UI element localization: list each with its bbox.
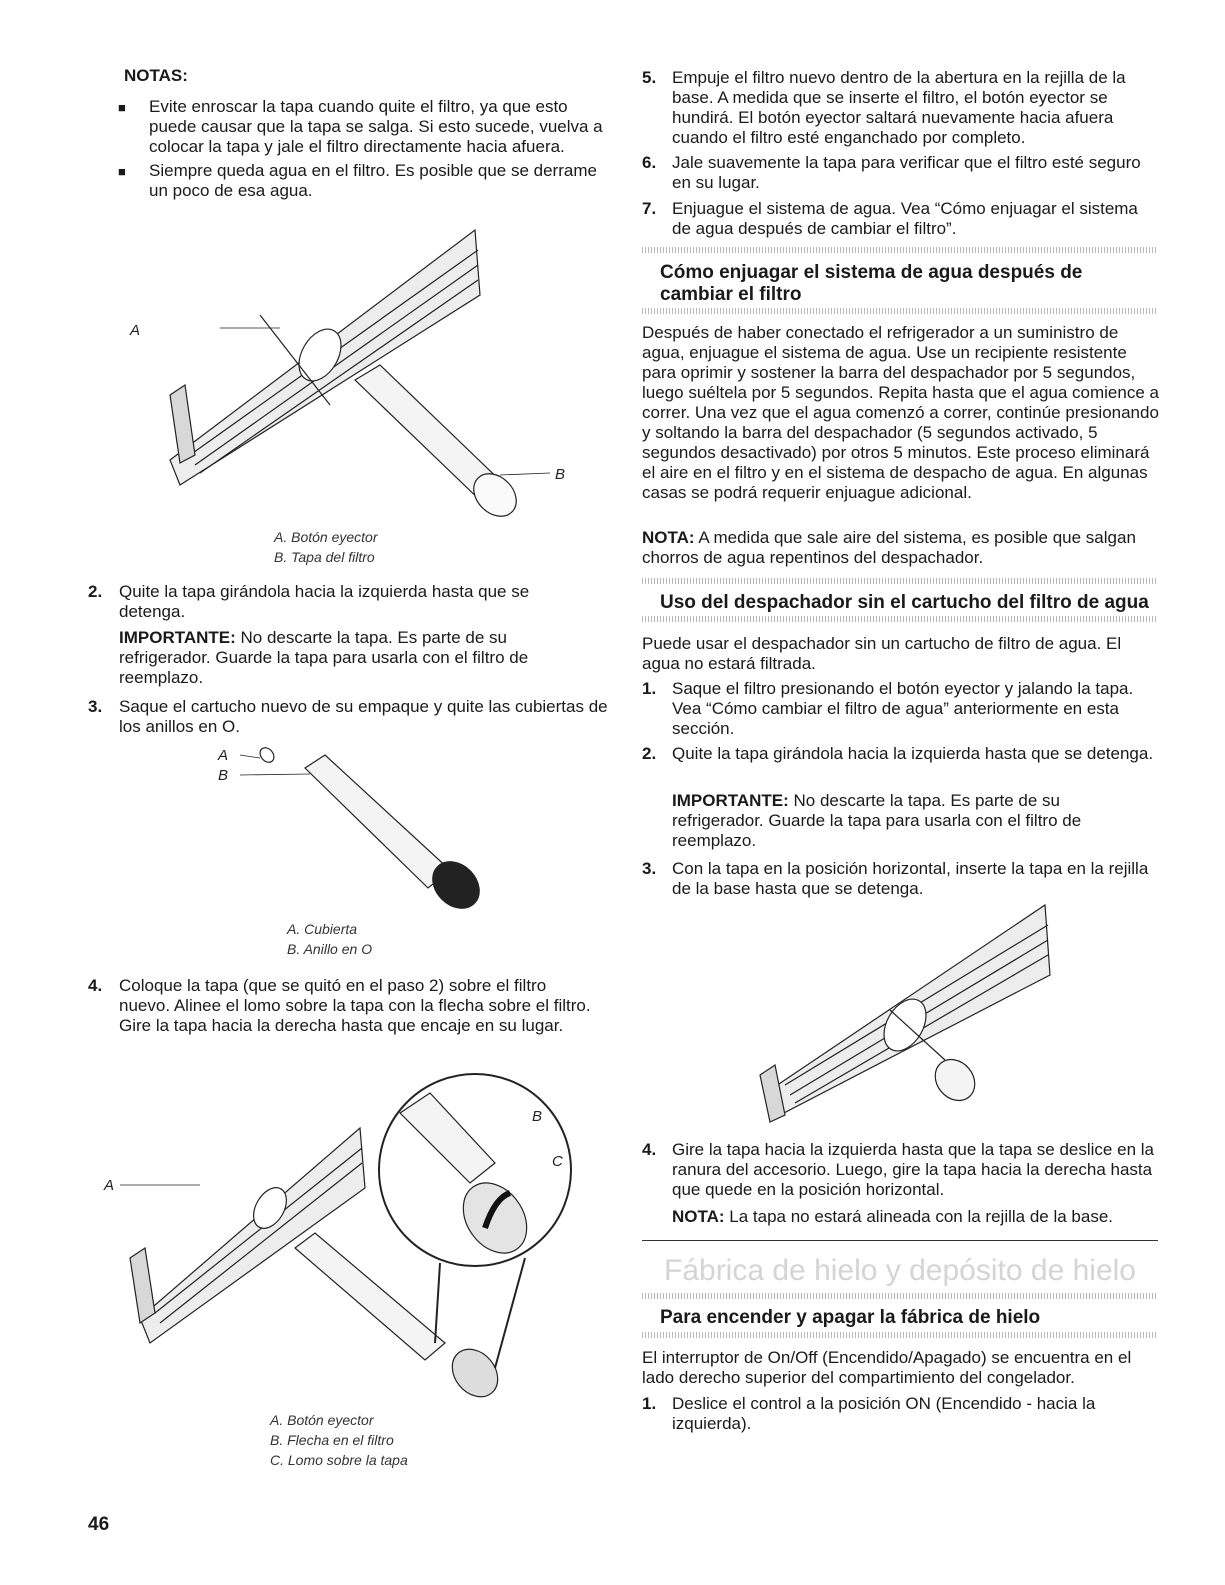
- bullet-icon: ■: [118, 100, 126, 115]
- step-text: Saque el filtro presionando el botón eyector y jalando la tapa. Vea “Cómo cambiar el filtro de agua” anteriormente en esta sección.: [672, 679, 1134, 738]
- filter-removal-illustration: [120, 215, 590, 525]
- note: NOTA: La tapa no estará alineada con la rejilla de la base.: [672, 1207, 1113, 1226]
- notes-title: NOTAS:: [124, 66, 188, 85]
- heading-rule: [642, 308, 1158, 314]
- page-number: 46: [88, 1514, 110, 1535]
- caption: C. Lomo sobre la tapa: [270, 1452, 408, 1468]
- paragraph: Después de haber conectado el refrigerador a un suministro de agua, enjuague el sistema de agua. Use un recipiente resistente para oprimir y sostener la barra del despachador por 5 segundos, luego suéltela por 5 segundos. Repita hasta que el agua comience a correr. Una vez que el agua comenzó a correr, continúe presionando y soltando la barra del despachador (5 segundos activado, 5 segundos desactivado) por otros 5 minutos. Este proceso eliminará el aire en el filtro y en el sistema de despacho de agua. En algunas casas se podrá requerir enjuague adicional.: [642, 323, 1159, 502]
- heading-rule: [642, 1332, 1158, 1338]
- callout-a: A: [104, 1177, 115, 1194]
- step-text: Coloque la tapa (que se quitó en el paso 2) sobre el filtro nuevo. Alinee el lomo sobre la tapa con la flecha sobre el filtro. Gire la tapa hacia la derecha hasta que encaje en su lugar.: [119, 976, 591, 1035]
- caption: B. Flecha en el filtro: [270, 1432, 394, 1448]
- paragraph: El interruptor de On/Off (Encendido/Apagado) se encuentra en el lado derecho superior del compartimiento del congelador.: [642, 1348, 1132, 1387]
- important-label: IMPORTANTE:: [672, 791, 789, 810]
- important-note: IMPORTANTE: No descarte la tapa. Es parte de su refrigerador. Guarde la tapa para usarla con el filtro de reemplazo.: [672, 791, 1082, 850]
- step-text: Jale suavemente la tapa para verificar que el filtro esté seguro en su lugar.: [672, 153, 1141, 192]
- important-note: IMPORTANTE: No descarte la tapa. Es parte de su refrigerador. Guarde la tapa para usarla con el filtro de reemplazo.: [119, 628, 529, 687]
- step-number: 1.: [642, 679, 657, 698]
- important-label: IMPORTANTE:: [119, 628, 236, 647]
- step-number: 3.: [642, 859, 657, 878]
- section-title: Fábrica de hielo y depósito de hielo: [664, 1254, 1136, 1287]
- step-number: 4.: [642, 1140, 657, 1159]
- section-heading: Uso del despachador sin el cartucho del filtro de agua: [660, 592, 1149, 613]
- section-heading: Para encender y apagar la fábrica de hielo: [660, 1307, 1041, 1328]
- note: NOTA: A medida que sale aire del sistema, es posible que salgan chorros de agua repentinos del despachador.: [642, 528, 1136, 567]
- step-number: 2.: [642, 744, 657, 763]
- callout-a: A: [130, 322, 141, 339]
- caption: B. Tapa del filtro: [274, 549, 375, 565]
- heading-rule: [642, 578, 1158, 584]
- callout-b: B: [218, 767, 229, 784]
- step-text: Deslice el control a la posición ON (Encendido - hacia la izquierda).: [672, 1394, 1096, 1433]
- section-divider: [642, 1240, 1158, 1241]
- note-label: NOTA:: [672, 1207, 725, 1226]
- step-number: 3.: [88, 697, 103, 716]
- caption: A. Cubierta: [287, 921, 358, 937]
- step-number: 5.: [642, 68, 657, 87]
- note-label: NOTA:: [642, 528, 695, 547]
- step-number: 1.: [642, 1394, 657, 1413]
- step-number: 6.: [642, 153, 657, 172]
- callout-b: B: [555, 466, 566, 483]
- step-text: Enjuague el sistema de agua. Vea “Cómo enjuagar el sistema de agua después de cambiar el filtro”.: [672, 199, 1138, 238]
- caption: A. Botón eyector: [274, 529, 378, 545]
- callout-a: A: [218, 747, 229, 764]
- step-number: 2.: [88, 582, 103, 601]
- callout-b: B: [532, 1108, 543, 1125]
- step-text: Gire la tapa hacia la izquierda hasta que la tapa se deslice en la ranura del accesorio. Luego, gire la tapa hacia la derecha hasta que quede en la posición horizontal.: [672, 1140, 1154, 1199]
- heading-rule: [642, 247, 1158, 253]
- paragraph: Puede usar el despachador sin un cartucho de filtro de agua. El agua no estará filtrada.: [642, 634, 1122, 673]
- bullet-icon: ■: [118, 164, 126, 179]
- section-heading: Cómo enjuagar el sistema de agua después de cambiar el filtro: [660, 262, 1083, 305]
- step-text: Empuje el filtro nuevo dentro de la abertura en la rejilla de la base. A medida que se inserte el filtro, el botón eyector se hundirá. El botón eyector saltará nuevamente hacia afuera cuando el filtro esté enganchado por completo.: [672, 68, 1126, 147]
- caption: B. Anillo en O: [287, 941, 373, 957]
- step-text: Con la tapa en la posición horizontal, inserte la tapa en la rejilla de la base hasta que se detenga.: [672, 859, 1149, 898]
- heading-rule: [642, 1293, 1158, 1299]
- step-number: 7.: [642, 199, 657, 218]
- heading-rule: [642, 616, 1158, 622]
- note-text: Siempre queda agua en el filtro. Es posible que se derrame un poco de esa agua.: [149, 161, 597, 200]
- cap-alignment-illustration: [100, 1068, 580, 1413]
- step-text: Quite la tapa girándola hacia la izquierda hasta que se detenga.: [672, 744, 1154, 763]
- step-text: Quite la tapa girándola hacia la izquierda hasta que se detenga.: [119, 582, 530, 621]
- step-text: Saque el cartucho nuevo de su empaque y quite las cubiertas de los anillos en O.: [119, 697, 608, 736]
- note-text: Evite enroscar la tapa cuando quite el filtro, ya que esto puede causar que la tapa se salga. Si esto sucede, vuelva a colocar la tapa y jale el filtro directamente hacia afuera.: [149, 97, 603, 156]
- caption: A. Botón eyector: [270, 1412, 374, 1428]
- callout-c: C: [552, 1153, 563, 1170]
- new-cartridge-illustration: [210, 740, 500, 915]
- step-number: 4.: [88, 976, 103, 995]
- cap-insert-illustration: [740, 900, 1060, 1125]
